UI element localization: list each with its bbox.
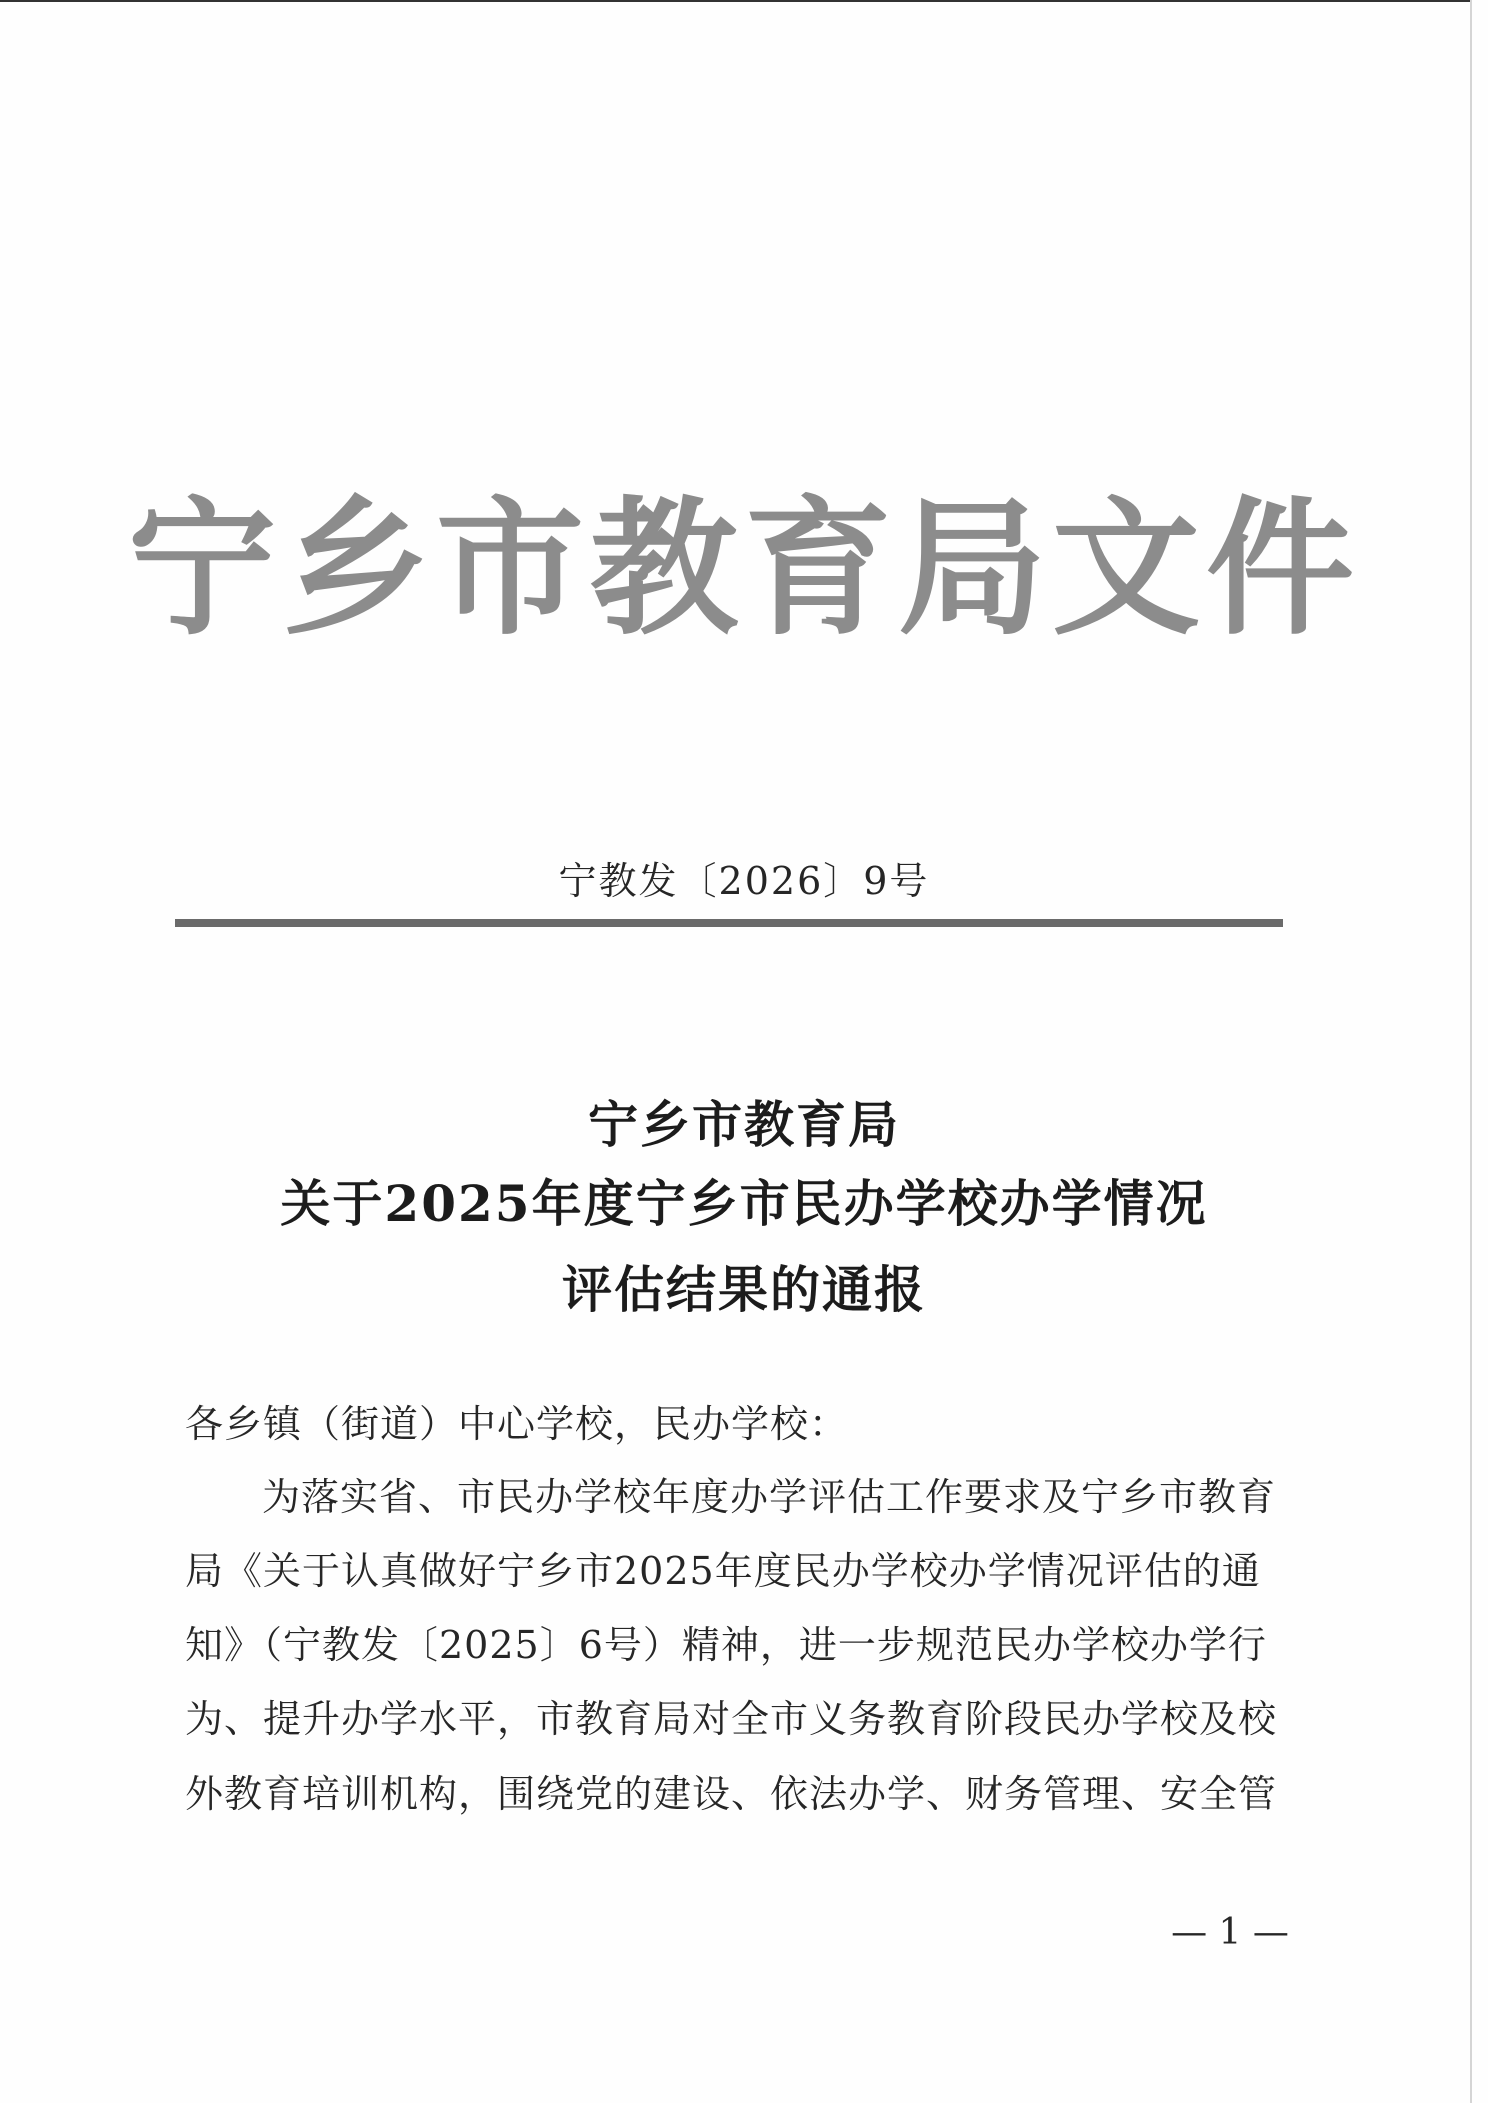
scan-right-edge <box>1470 0 1472 2103</box>
notice-title-line-3: 评估结果的通报 <box>562 1260 926 1319</box>
document-header-title: 宁乡市教育局文件 <box>128 483 1360 655</box>
notice-title-line-2: 关于2025年度宁乡市民办学校办学情况 <box>280 1174 1208 1233</box>
scan-top-edge <box>0 0 1470 2</box>
document-number: 宁教发〔2026〕9号 <box>558 859 930 903</box>
salutation: 各乡镇（街道）中心学校，民办学校： <box>185 1402 849 1446</box>
body-line: 外教育培训机构，围绕党的建设、依法办学、财务管理、安全管 <box>185 1772 1278 1816</box>
page-number: — 1 — <box>1171 1912 1289 1953</box>
body-line: 为落实省、市民办学校年度办学评估工作要求及宁乡市教育 <box>262 1475 1277 1519</box>
body-line: 局《关于认真做好宁乡市2025年度民办学校办学情况评估的通 <box>185 1549 1261 1593</box>
header-divider <box>175 919 1283 927</box>
notice-title-line-1: 宁乡市教育局 <box>588 1095 900 1154</box>
body-line: 知》（宁教发〔2025〕6号）精神，进一步规范民办学校办学行 <box>185 1623 1267 1667</box>
body-line: 为、提升办学水平，市教育局对全市义务教育阶段民办学校及校 <box>185 1697 1278 1741</box>
